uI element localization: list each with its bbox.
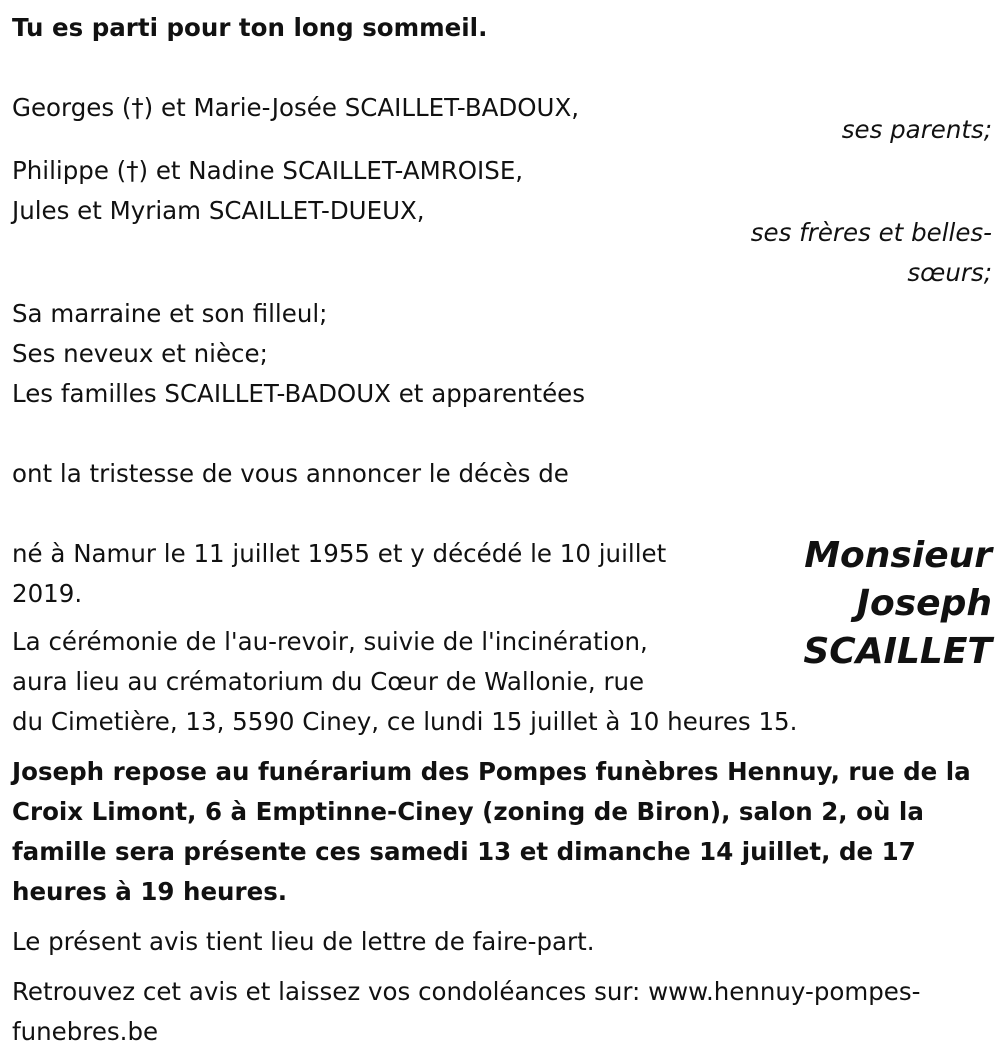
deceased-last-name: SCAILLET <box>803 631 992 672</box>
funerarium-line-3: famille sera présente ces samedi 13 et dimanche 14 juillet, de 17 <box>12 837 916 866</box>
sibling-line-1: Philippe (†) et Nadine SCAILLET-AMROISE, <box>12 156 524 185</box>
siblings-role-line-2: sœurs; <box>907 258 992 287</box>
announcement-line: ont la tristesse de vous annoncer le décès de <box>12 459 569 488</box>
siblings-role-line-1: ses frères et belles- <box>750 218 992 247</box>
family-line-2: Ses neveux et nièce; <box>12 339 268 368</box>
birth-line-2: 2019. <box>12 579 83 608</box>
family-line-1: Sa marraine et son filleul; <box>12 299 328 328</box>
ceremony-line-3: du Cimetière, 13, 5590 Ciney, ce lundi 15 juillet à 10 heures 15. <box>12 707 798 736</box>
funerarium-line-2: Croix Limont, 6 à Emptinne-Ciney (zoning de Biron), salon 2, où la <box>12 797 924 826</box>
deceased-name <box>803 532 992 676</box>
ceremony-line-1: La cérémonie de l'au-revoir, suivie de l'incinération, <box>12 627 648 656</box>
funerarium-line-4: heures à 19 heures. <box>12 877 288 906</box>
parents-line: Georges (†) et Marie-Josée SCAILLET-BADOUX, <box>12 93 580 122</box>
deceased-title: Monsieur <box>804 535 992 576</box>
funerarium-line-1: Joseph repose au funérarium des Pompes funèbres Hennuy, rue de la <box>12 757 971 786</box>
ceremony-line-2: aura lieu au crématorium du Cœur de Wallonie, rue <box>12 667 645 696</box>
birth-line-1: né à Namur le 11 juillet 1955 et y décédé le 10 juillet <box>12 539 667 568</box>
condolences-line-1: Retrouvez cet avis et laissez vos condoléances sur: www.hennuy-pompes- <box>12 977 921 1006</box>
opening-line: Tu es parti pour ton long sommeil. <box>12 13 488 42</box>
sibling-line-2: Jules et Myriam SCAILLET-DUEUX, <box>12 196 425 225</box>
parents-role: ses parents; <box>841 115 992 144</box>
deceased-first-name: Joseph <box>856 583 992 624</box>
notice-note: Le présent avis tient lieu de lettre de faire-part. <box>12 927 595 956</box>
condolences-line-2: funebres.be <box>12 1017 159 1046</box>
family-line-3: Les familles SCAILLET-BADOUX et apparentées <box>12 379 585 408</box>
